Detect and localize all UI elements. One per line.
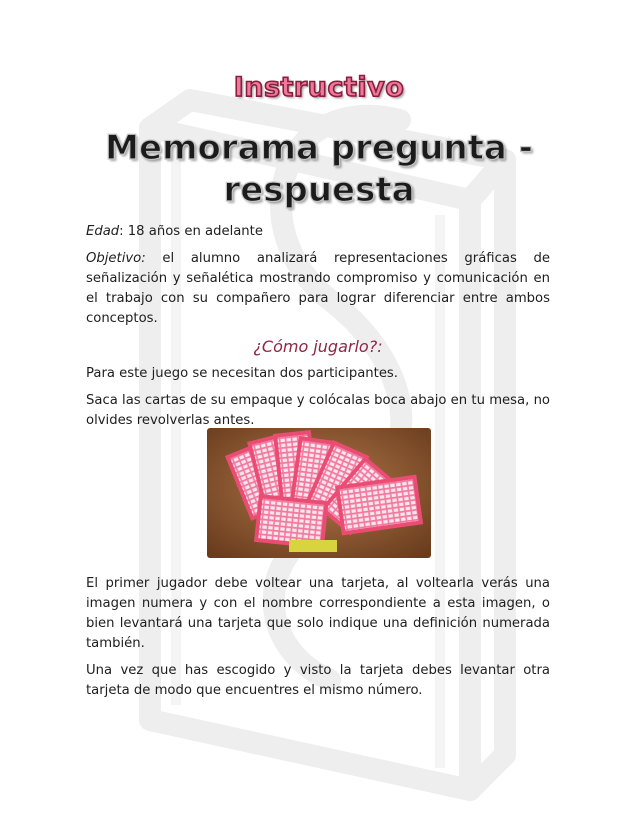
setup-paragraph: Saca las cartas de su empaque y colócalas boca abajo en tu mesa, no olvides revolverlas antes. xyxy=(86,393,550,428)
how-to-play-heading: ¿Cómo jugarlo?: xyxy=(253,337,383,356)
instructivo-label: Instructivo xyxy=(233,72,405,103)
page-title-line-1: Memorama pregunta - xyxy=(105,128,533,168)
objective-label: Objetivo: xyxy=(86,251,146,266)
age-value: : 18 años en adelante xyxy=(119,224,263,239)
cards-photo xyxy=(207,428,431,558)
label-sticker xyxy=(289,540,337,552)
first-player-paragraph: El primer jugador debe voltear una tarjeta, al voltearla verás una imagen numera y con el nombre correspondiente a esta imagen, o bien levantará una tarjeta que solo indique una definición numerada también. xyxy=(86,576,550,651)
gameplay-body xyxy=(86,574,550,708)
objective-text: el alumno analizará representaciones gráficas de señalización y señalética mostrando compromiso y comunicación en el trabajo con su compañero para lograr diferenciar entre ambos conceptos. xyxy=(86,251,550,326)
page-title-line-2: respuesta xyxy=(223,170,415,210)
cards-illustration xyxy=(207,428,431,558)
age-paragraph xyxy=(86,222,550,242)
objective-paragraph xyxy=(86,249,550,329)
participants-paragraph: Para este juego se necesitan dos participantes. xyxy=(86,366,398,381)
age-label: Edad xyxy=(86,224,120,239)
instructions-body xyxy=(86,222,550,438)
matching-paragraph: Una vez que has escogido y visto la tarjeta debes levantar otra tarjeta de modo que encuentres el mismo número. xyxy=(86,663,550,698)
